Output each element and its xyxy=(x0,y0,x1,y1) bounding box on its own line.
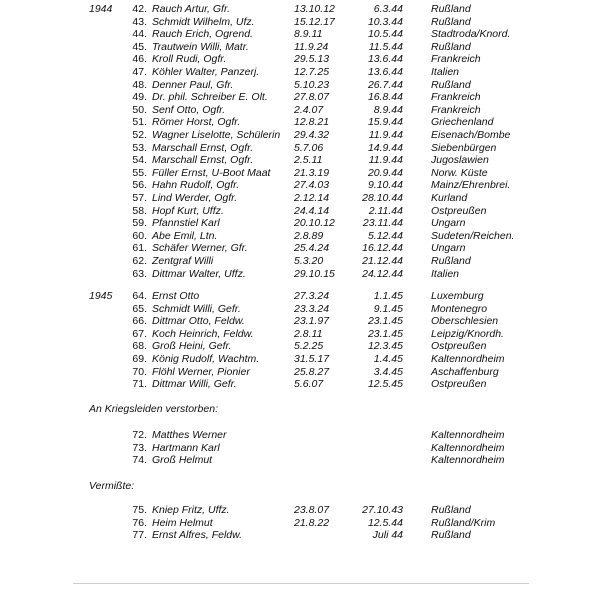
section-heading-row xyxy=(0,480,600,493)
record-number: 64. xyxy=(132,290,147,302)
record-name: Schmidt Wilhelm, Ufz. xyxy=(152,15,255,28)
record-row xyxy=(0,504,600,517)
death-date: 13.6.44 xyxy=(367,53,403,66)
record-row xyxy=(0,28,600,41)
record-row xyxy=(0,429,600,442)
death-date: 20.9.44 xyxy=(367,166,403,179)
record-number: 65. xyxy=(132,302,147,315)
record-row xyxy=(0,378,600,391)
record-row xyxy=(0,217,600,230)
record-name: Flöhl Werner, Pionier xyxy=(152,365,250,378)
death-place: Eisenach/Bombe xyxy=(431,129,511,141)
death-date: 21.12.44 xyxy=(362,255,403,267)
record-row xyxy=(0,353,600,366)
record-row xyxy=(0,205,600,218)
year-label: 1945 xyxy=(89,290,113,302)
birth-date: 23.1.97 xyxy=(294,315,330,328)
birth-date: 2.8.89 xyxy=(294,229,324,242)
death-place: Kaltennordheim xyxy=(431,441,505,454)
record-row xyxy=(0,179,600,192)
record-name: Kroll Rudi, Ogfr. xyxy=(152,53,227,66)
record-name: Dittmar Walter, Uffz. xyxy=(152,267,246,280)
death-place: Ostpreußen xyxy=(431,378,487,391)
record-name: Abe Emil, Ltn. xyxy=(152,229,218,242)
death-date: 12.5.44 xyxy=(367,516,403,529)
record-number: 75. xyxy=(132,504,147,516)
record-number: 74. xyxy=(132,454,147,467)
record-name: Zentgraf Willi xyxy=(152,255,214,267)
record-number: 54. xyxy=(132,154,147,167)
record-number: 50. xyxy=(132,103,147,116)
record-name: Ernst Alfres, Feldw. xyxy=(152,529,243,542)
record-number: 61. xyxy=(132,242,147,255)
record-number: 67. xyxy=(132,327,147,340)
death-place: Montenegro xyxy=(431,302,488,315)
record-number: 47. xyxy=(132,66,147,78)
record-number: 55. xyxy=(132,166,147,179)
record-name: Schmidt Willi, Gefr. xyxy=(152,302,241,315)
death-place: Oberschlesien xyxy=(431,315,499,328)
record-number: 45. xyxy=(132,40,147,53)
death-place: Ostpreußen xyxy=(431,340,487,353)
death-date: 28.10.44 xyxy=(362,192,403,204)
birth-date: 27.8.07 xyxy=(294,91,330,104)
death-place: Kurland xyxy=(431,192,468,204)
record-number: 72. xyxy=(132,429,147,441)
death-date: 11.9.44 xyxy=(368,154,403,167)
record-row xyxy=(0,192,600,205)
birth-date: 5.3.20 xyxy=(294,255,324,267)
birth-date: 27.3.24 xyxy=(294,290,330,302)
record-row xyxy=(0,66,600,79)
record-row xyxy=(0,366,600,379)
birth-date: 31.5.17 xyxy=(294,353,330,365)
birth-date: 8.9.11 xyxy=(294,28,323,41)
death-date: 5.12.44 xyxy=(367,229,403,242)
birth-date: 23.8.07 xyxy=(294,504,330,516)
record-row xyxy=(0,91,600,104)
record-name: Dr. phil. Schreiber E. Olt. xyxy=(152,91,268,104)
birth-date: 15.12.17 xyxy=(294,15,335,28)
death-date: 2.11.44 xyxy=(368,204,403,217)
death-place: Aschaffenburg xyxy=(431,365,499,378)
birth-date: 5.2.25 xyxy=(294,340,324,353)
record-name: Heim Helmut xyxy=(152,516,213,529)
death-date: 1.1.45 xyxy=(373,290,403,302)
record-number: 52. xyxy=(132,129,147,141)
record-name: Senf Otto, Ogfr. xyxy=(152,103,226,116)
record-row xyxy=(0,255,600,268)
record-row xyxy=(0,529,600,542)
record-row xyxy=(0,79,600,92)
death-date: 26.7.44 xyxy=(367,78,403,91)
death-date: 23.11.44 xyxy=(362,217,403,230)
death-place: Jugoslawien xyxy=(431,154,489,167)
record-name: Schäfer Werner, Gfr. xyxy=(152,242,248,255)
death-date: 16.8.44 xyxy=(367,91,403,104)
section-heading: An Kriegsleiden verstorben: xyxy=(89,403,218,415)
section-heading: Vermißte: xyxy=(89,480,135,492)
death-place: Rußland xyxy=(431,40,471,53)
record-number: 76. xyxy=(132,516,147,529)
birth-date: 2.12.14 xyxy=(294,192,330,204)
record-row xyxy=(0,41,600,54)
death-date: 8.9.44 xyxy=(373,103,403,116)
record-number: 56. xyxy=(132,179,147,192)
record-name: Pfannstiel Karl xyxy=(152,217,220,230)
death-place: Mainz/Ehrenbrei. xyxy=(431,179,511,192)
death-date: 9.1.45 xyxy=(373,302,403,315)
birth-date: 25.8.27 xyxy=(294,365,330,378)
death-place: Rußland xyxy=(431,15,471,28)
death-date: 24.12.44 xyxy=(362,267,403,280)
death-place: Kaltennordheim xyxy=(431,429,505,441)
record-name: Groß Helmut xyxy=(152,454,213,467)
record-name: Matthes Werner xyxy=(152,429,227,441)
death-date: 12.3.45 xyxy=(367,340,403,353)
record-number: 62. xyxy=(132,255,147,267)
record-name: König Rudolf, Wachtm. xyxy=(152,353,260,365)
death-date: 27.10.43 xyxy=(362,504,403,516)
record-name: Rauch Erich, Ogrend. xyxy=(152,28,253,41)
record-row xyxy=(0,442,600,455)
death-place: Ostpreußen xyxy=(431,204,487,217)
record-number: 60. xyxy=(132,229,147,242)
record-name: Marschall Ernst, Ogfr. xyxy=(152,141,254,154)
record-row xyxy=(0,167,600,180)
birth-date: 5.6.07 xyxy=(294,378,324,391)
death-date: 10.5.44 xyxy=(367,28,403,41)
birth-date: 2.4.07 xyxy=(294,103,324,116)
death-date: 15.9.44 xyxy=(367,116,403,129)
death-place: Rußland xyxy=(431,504,471,516)
birth-date: 5.7.06 xyxy=(294,141,324,154)
death-date: 14.9.44 xyxy=(367,141,403,154)
birth-date: 5.10.23 xyxy=(294,78,330,91)
record-name: Koch Heinrich, Feldw. xyxy=(152,327,254,340)
record-name: Lind Werder, Ogfr. xyxy=(152,192,238,204)
death-date: 23.1.45 xyxy=(367,327,403,340)
record-row xyxy=(0,454,600,467)
record-name: Köhler Walter, Panzerj. xyxy=(152,66,260,78)
record-number: 59. xyxy=(132,217,147,230)
record-name: Trautwein Willi, Matr. xyxy=(152,40,249,53)
record-number: 49. xyxy=(132,91,147,104)
death-place: Leipzig/Knordh. xyxy=(431,327,504,340)
record-name: Hahn Rudolf, Ogfr. xyxy=(152,179,240,192)
birth-date: 12.8.21 xyxy=(294,116,330,129)
record-name: Hartmann Karl xyxy=(152,441,220,454)
death-date: 3.4.45 xyxy=(373,365,403,378)
death-place: Siebenbürgen xyxy=(431,141,497,154)
record-row xyxy=(0,340,600,353)
record-row xyxy=(0,53,600,66)
section-heading-row xyxy=(0,403,600,416)
record-row xyxy=(0,154,600,167)
record-row xyxy=(0,517,600,530)
birth-date: 2.8.11 xyxy=(294,327,323,340)
birth-date: 23.3.24 xyxy=(294,302,330,315)
death-place: Rußland xyxy=(431,529,471,542)
death-place: Ungarn xyxy=(431,242,466,255)
record-number: 70. xyxy=(132,365,147,378)
death-date: 13.6.44 xyxy=(367,66,403,78)
record-name: Römer Horst, Ogfr. xyxy=(152,116,241,129)
death-date: 6.3.44 xyxy=(373,3,403,15)
death-place: Kaltennordheim xyxy=(431,353,505,365)
death-date: 11.5.44 xyxy=(368,40,403,53)
birth-date: 27.4.03 xyxy=(294,179,330,192)
birth-date: 25.4.24 xyxy=(294,242,330,255)
birth-date: 29.4.32 xyxy=(294,129,330,141)
death-date: 1.4.45 xyxy=(373,353,403,365)
death-place: Sudeten/Reichen. xyxy=(431,229,515,242)
death-date: 9.10.44 xyxy=(367,179,403,192)
record-name: Dittmar Otto, Feldw. xyxy=(152,315,245,328)
birth-date: 2.5.11 xyxy=(294,154,323,167)
record-name: Groß Heini, Gefr. xyxy=(152,340,232,353)
record-name: Füller Ernst, U-Boot Maat xyxy=(152,166,271,179)
record-name: Marschall Ernst, Ogfr. xyxy=(152,154,254,167)
record-number: 68. xyxy=(132,340,147,353)
death-place: Italien xyxy=(431,66,460,78)
death-place: Stadtroda/Knord. xyxy=(431,28,511,41)
record-name: Wagner Liselotte, Schülerin xyxy=(152,129,281,141)
record-name: Denner Paul, Gfr. xyxy=(152,78,234,91)
record-row xyxy=(0,268,600,281)
record-number: 51. xyxy=(132,116,147,129)
birth-date: 29.10.15 xyxy=(294,267,335,280)
birth-date: 29.5.13 xyxy=(294,53,330,66)
record-number: 71. xyxy=(132,378,147,391)
record-number: 69. xyxy=(132,353,147,365)
death-place: Griechenland xyxy=(431,116,494,129)
birth-date: 21.3.19 xyxy=(294,166,330,179)
death-place: Rußland/Krim xyxy=(431,516,496,529)
record-number: 42. xyxy=(132,3,147,15)
year-label: 1944 xyxy=(89,3,113,15)
death-place: Norw. Küste xyxy=(431,166,488,179)
death-place: Rußland xyxy=(431,255,471,267)
record-number: 43. xyxy=(132,15,147,28)
death-place: Frankreich xyxy=(431,103,481,116)
death-place: Kaltennordheim xyxy=(431,454,505,467)
record-number: 48. xyxy=(132,78,147,91)
death-place: Italien xyxy=(431,267,460,280)
footer-rule xyxy=(73,583,529,584)
death-date: 11.9.44 xyxy=(368,129,403,141)
death-place: Frankreich xyxy=(431,91,481,104)
death-date: 10.3.44 xyxy=(367,15,403,28)
death-date: Juli 44 xyxy=(372,529,403,542)
record-row xyxy=(0,16,600,29)
record-number: 46. xyxy=(132,53,147,66)
birth-date: 21.8.22 xyxy=(294,516,330,529)
death-place: Ungarn xyxy=(431,217,466,230)
record-number: 77. xyxy=(132,529,147,542)
record-number: 57. xyxy=(132,192,147,204)
record-row xyxy=(0,116,600,129)
record-row xyxy=(0,129,600,142)
record-number: 66. xyxy=(132,315,147,328)
record-number: 73. xyxy=(132,441,147,454)
death-place: Frankreich xyxy=(431,53,481,66)
birth-date: 13.10.12 xyxy=(294,3,335,15)
record-row xyxy=(0,242,600,255)
record-row xyxy=(0,315,600,328)
record-name: Rauch Artur, Gfr. xyxy=(152,3,230,15)
record-number: 63. xyxy=(132,267,147,280)
record-row xyxy=(0,328,600,341)
death-place: Rußland xyxy=(431,3,471,15)
record-row xyxy=(0,3,600,16)
record-name: Kniep Fritz, Uffz. xyxy=(152,504,230,516)
record-name: Hopf Kurt, Uffz. xyxy=(152,204,224,217)
birth-date: 12.7.25 xyxy=(294,66,330,78)
record-number: 53. xyxy=(132,141,147,154)
death-place: Luxemburg xyxy=(431,290,484,302)
record-number: 44. xyxy=(132,28,147,41)
birth-date: 24.4.14 xyxy=(294,204,330,217)
death-place: Rußland xyxy=(431,78,471,91)
record-row xyxy=(0,230,600,243)
birth-date: 20.10.12 xyxy=(294,217,335,230)
death-date: 23.1.45 xyxy=(367,315,403,328)
record-row xyxy=(0,303,600,316)
record-row xyxy=(0,104,600,117)
death-date: 12.5.45 xyxy=(367,378,403,391)
record-row xyxy=(0,290,600,303)
record-number: 58. xyxy=(132,204,147,217)
death-date: 16.12.44 xyxy=(362,242,403,255)
record-name: Dittmar Willi, Gefr. xyxy=(152,378,237,391)
birth-date: 11.9.24 xyxy=(294,40,329,53)
record-name: Ernst Otto xyxy=(152,290,200,302)
record-row xyxy=(0,142,600,155)
